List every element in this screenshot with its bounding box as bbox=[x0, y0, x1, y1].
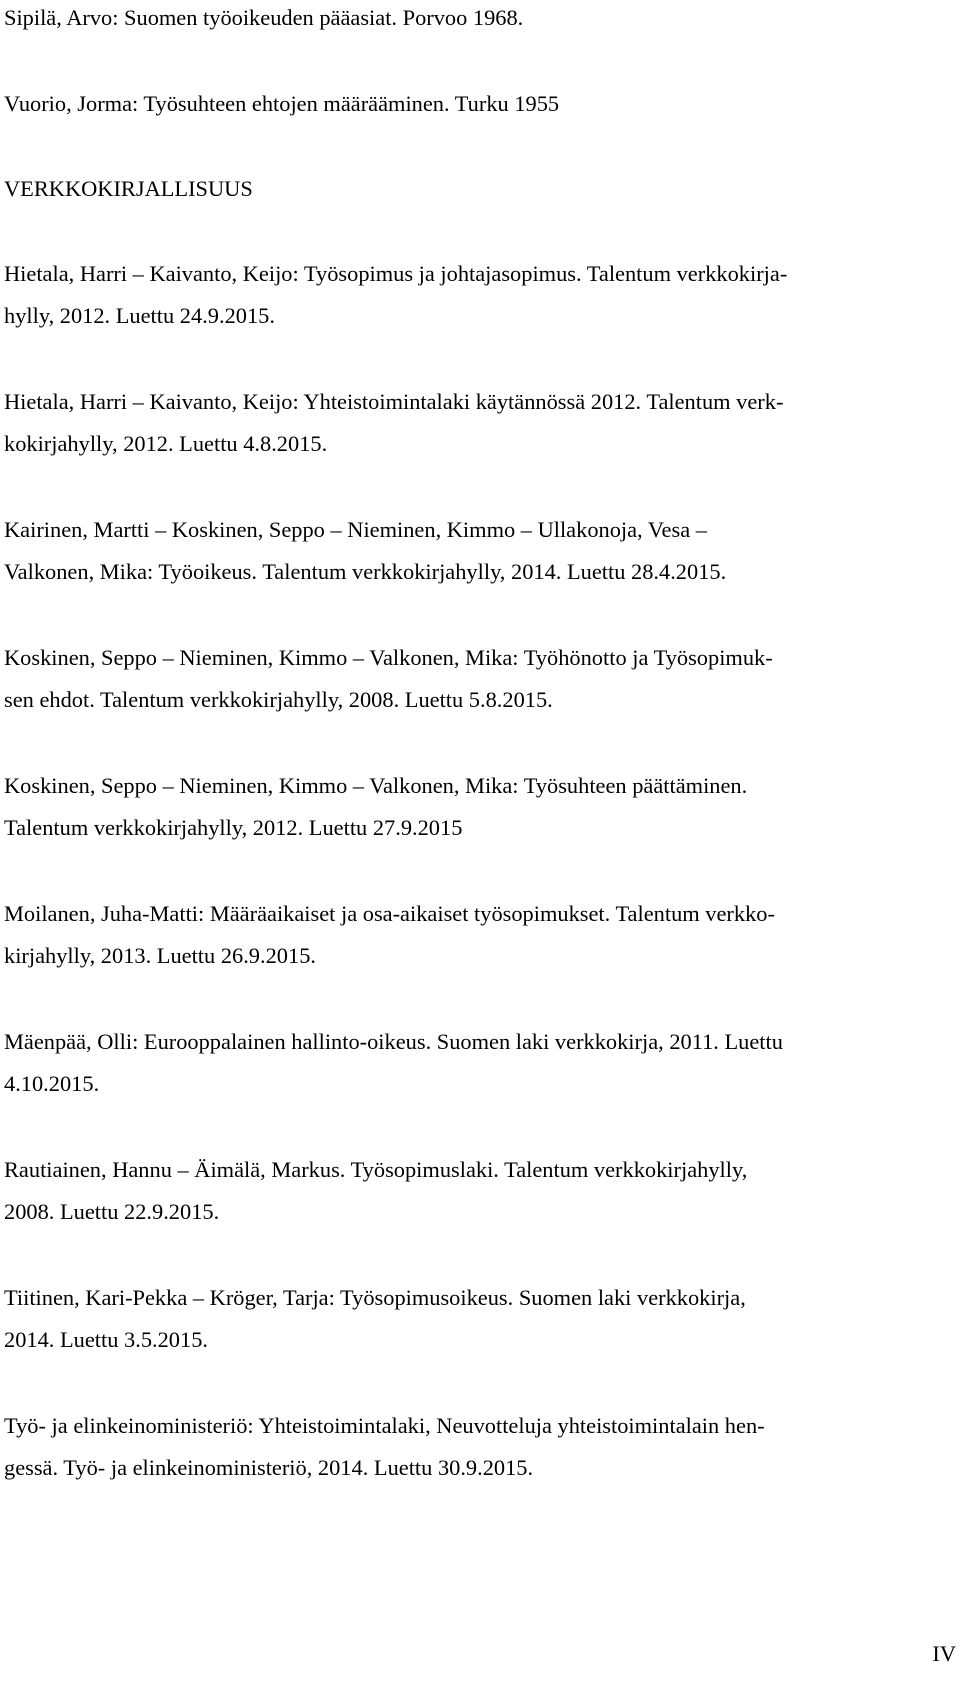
reference-tem-line-2: gessä. Työ- ja elinkeinoministeriö, 2014. Luettu 30.9.2015. bbox=[4, 1455, 534, 1480]
reference-hietala-1-line-2: hylly, 2012. Luettu 24.9.2015. bbox=[4, 303, 275, 328]
reference-tiitinen-line-2: 2014. Luettu 3.5.2015. bbox=[4, 1327, 208, 1352]
reference-tiitinen-line-1: Tiitinen, Kari-Pekka – Kröger, Tarja: Työsopimusoikeus. Suomen laki verkkokirja, bbox=[4, 1285, 746, 1310]
reference-moilanen-line-2: kirjahylly, 2013. Luettu 26.9.2015. bbox=[4, 943, 316, 968]
reference-kairinen-line-2: Valkonen, Mika: Työoikeus. Talentum verkkokirjahylly, 2014. Luettu 28.4.2015. bbox=[4, 559, 727, 584]
reference-moilanen-line-1: Moilanen, Juha-Matti: Määräaikaiset ja osa-aikaiset työsopimukset. Talentum verkko- bbox=[4, 901, 775, 926]
reference-hietala-1-line-1: Hietala, Harri – Kaivanto, Keijo: Työsopimus ja johtajasopimus. Talentum verkkokirja- bbox=[4, 261, 788, 286]
reference-vuorio: Vuorio, Jorma: Työsuhteen ehtojen määrääminen. Turku 1955 bbox=[4, 91, 560, 116]
reference-koskinen-2-line-1: Koskinen, Seppo – Nieminen, Kimmo – Valkonen, Mika: Työsuhteen päättäminen. bbox=[4, 773, 748, 798]
reference-maenpaa-line-1: Mäenpää, Olli: Eurooppalainen hallinto-oikeus. Suomen laki verkkokirja, 2011. Luettu bbox=[4, 1029, 783, 1054]
reference-koskinen-2-line-2: Talentum verkkokirjahylly, 2012. Luettu 27.9.2015 bbox=[4, 815, 463, 840]
reference-koskinen-1-line-2: sen ehdot. Talentum verkkokirjahylly, 2008. Luettu 5.8.2015. bbox=[4, 687, 553, 712]
reference-maenpaa-line-2: 4.10.2015. bbox=[4, 1071, 100, 1096]
reference-rautiainen-line-2: 2008. Luettu 22.9.2015. bbox=[4, 1199, 220, 1224]
reference-sipila: Sipilä, Arvo: Suomen työoikeuden pääasiat. Porvoo 1968. bbox=[4, 5, 524, 30]
section-heading: VERKKOKIRJALLISUUS bbox=[4, 176, 253, 201]
reference-hietala-2-line-2: kokirjahylly, 2012. Luettu 4.8.2015. bbox=[4, 431, 328, 456]
reference-koskinen-1-line-1: Koskinen, Seppo – Nieminen, Kimmo – Valkonen, Mika: Työhönotto ja Työsopimuk- bbox=[4, 645, 773, 670]
reference-hietala-2-line-1: Hietala, Harri – Kaivanto, Keijo: Yhteistoimintalaki käytännössä 2012. Talentum verk- bbox=[4, 389, 784, 414]
reference-tem-line-1: Työ- ja elinkeinoministeriö: Yhteistoimintalaki, Neuvotteluja yhteistoimintalain hen- bbox=[4, 1413, 765, 1438]
reference-rautiainen-line-1: Rautiainen, Hannu – Äimälä, Markus. Työsopimuslaki. Talentum verkkokirjahylly, bbox=[4, 1157, 748, 1182]
page-number: IV bbox=[932, 1641, 956, 1666]
reference-kairinen-line-1: Kairinen, Martti – Koskinen, Seppo – Nieminen, Kimmo – Ullakonoja, Vesa – bbox=[4, 517, 707, 542]
